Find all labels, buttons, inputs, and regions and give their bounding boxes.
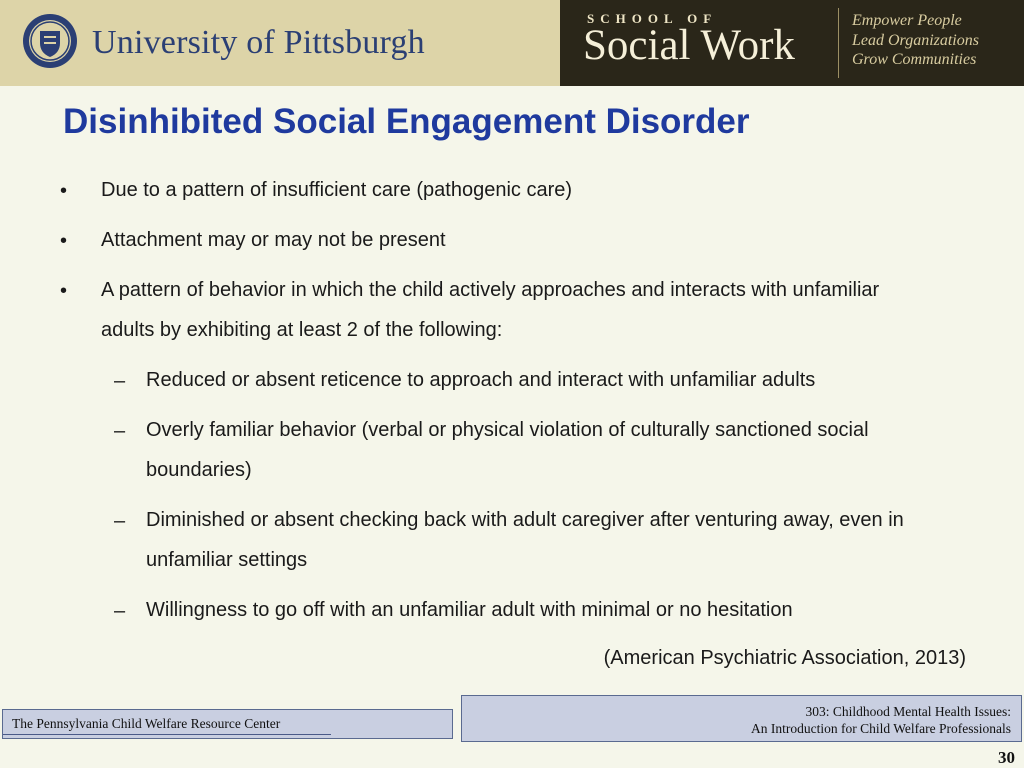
footer-course-line-1: 303: Childhood Mental Health Issues: xyxy=(805,704,1011,719)
bullet-marker: • xyxy=(60,280,68,302)
school-of-label: SCHOOL OF xyxy=(587,11,718,26)
slide-header xyxy=(0,0,1024,86)
school-name: Social Work xyxy=(583,22,795,69)
sub-bullet-marker: – xyxy=(114,510,126,532)
slide-title: Disinhibited Social Engagement Disorder xyxy=(63,102,750,141)
sub-bullet-item: Diminished or absent checking back with adult caregiver after venturing away, even in unfamiliar settings xyxy=(146,509,904,571)
footer-center-box xyxy=(2,709,453,739)
university-seal-icon xyxy=(22,13,78,69)
sub-bullet-marker: – xyxy=(114,420,126,442)
footer-course-line-2: An Introduction for Child Welfare Professionals xyxy=(751,721,1011,736)
citation: (American Psychiatric Association, 2013) xyxy=(603,647,966,669)
footer-underline xyxy=(3,734,331,735)
bullet-marker: • xyxy=(60,230,68,252)
bullet-item: Due to a pattern of insufficient care (pathogenic care) xyxy=(101,179,573,201)
tagline-2: Lead Organizations xyxy=(852,32,979,49)
bullet-marker: • xyxy=(60,180,68,202)
tagline-1: Empower People xyxy=(852,12,962,29)
bullet-item: A pattern of behavior in which the child actively approaches and interacts with unfamiliar adults by exhibiting at least 2 of the following: xyxy=(101,279,880,341)
tagline-3: Grow Communities xyxy=(852,51,977,68)
page-number: 30 xyxy=(998,748,1015,767)
sub-bullet-marker: – xyxy=(114,600,126,622)
header-divider xyxy=(838,8,839,78)
footer-center-name: The Pennsylvania Child Welfare Resource Center xyxy=(12,716,281,731)
sub-bullet-item: Reduced or absent reticence to approach and interact with unfamiliar adults xyxy=(146,369,816,391)
sub-bullet-item: Willingness to go off with an unfamiliar adult with minimal or no hesitation xyxy=(146,599,793,621)
footer-course-box xyxy=(461,695,1022,742)
university-name: University of Pittsburgh xyxy=(92,24,425,61)
university-banner xyxy=(0,0,560,86)
sub-bullet-marker: – xyxy=(114,370,126,392)
sub-bullet-item: Overly familiar behavior (verbal or physical violation of culturally sanctioned social boundaries) xyxy=(146,419,869,481)
bullet-item: Attachment may or may not be present xyxy=(101,229,446,251)
